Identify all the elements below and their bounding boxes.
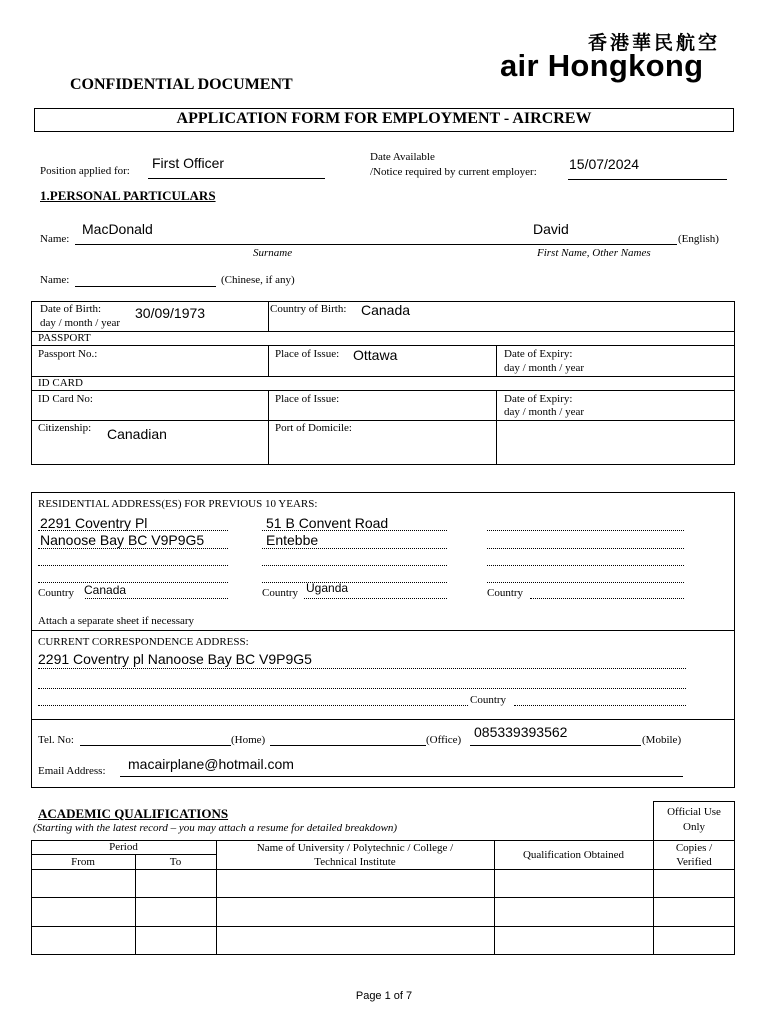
academic-subheading: (Starting with the latest record – you may attach a resume for detailed breakdown) — [33, 822, 398, 834]
firstname-caption: First Name, Other Names — [537, 247, 651, 259]
firstname-value[interactable]: David — [533, 221, 569, 237]
email-field[interactable] — [120, 776, 683, 777]
mobile-label: (Mobile) — [642, 734, 682, 746]
correspondence-country-label: Country — [470, 694, 507, 706]
name-chinese-label: Name: — [40, 274, 70, 286]
name-english-label: Name: — [40, 233, 70, 245]
confidential-label: CONFIDENTIAL DOCUMENT — [70, 76, 293, 93]
address1-line1[interactable]: 2291 Coventry Pl — [40, 515, 148, 531]
name-english-field[interactable] — [75, 244, 677, 245]
position-value[interactable]: First Officer — [152, 155, 225, 171]
official-use-label: Official Use — [667, 806, 721, 818]
attach-note: Attach a separate sheet if necessary — [38, 615, 195, 627]
office-phone-field[interactable] — [270, 745, 426, 746]
col-period: Period — [109, 841, 138, 853]
logo-english: air Hongkong — [500, 48, 704, 83]
address2-country-label: Country — [262, 587, 299, 599]
col-from: From — [71, 856, 95, 868]
passport-heading: PASSPORT — [38, 332, 91, 344]
logo-chinese: 香港華民航空 — [588, 33, 721, 54]
tel-label: Tel. No: — [38, 734, 74, 746]
surname-caption: Surname — [253, 247, 293, 259]
email-value[interactable]: macairplane@hotmail.com — [128, 756, 294, 772]
id-card-no-label: ID Card No: — [38, 393, 93, 405]
page-number: Page 1 of 7 — [355, 990, 413, 1002]
mobile-phone-field[interactable] — [470, 745, 641, 746]
passport-expiry-label: Date of Expiry: — [504, 348, 573, 360]
position-field[interactable] — [148, 178, 325, 179]
home-label: (Home) — [231, 734, 266, 746]
col-university: Name of University / Polytechnic / College / — [256, 842, 454, 854]
academic-heading: ACADEMIC QUALIFICATIONS — [38, 806, 229, 821]
citizenship-label: Citizenship: — [38, 422, 92, 434]
passport-no-label: Passport No.: — [38, 348, 98, 360]
address1-country-value[interactable]: Canada — [84, 583, 127, 597]
correspondence-heading: CURRENT CORRESPONDENCE ADDRESS: — [38, 636, 249, 648]
address1-line2[interactable]: Nanoose Bay BC V9P9G5 — [40, 532, 205, 548]
id-expiry-label: Date of Expiry: — [504, 393, 573, 405]
office-label: (Office) — [426, 734, 462, 746]
cob-value[interactable]: Canada — [361, 302, 411, 318]
col-verified: Verified — [676, 856, 712, 868]
home-phone-field[interactable] — [80, 745, 231, 746]
col-copies: Copies / — [675, 842, 713, 854]
english-suffix: (English) — [678, 233, 719, 245]
col-to: To — [169, 856, 182, 868]
domicile-label: Port of Domicile: — [275, 422, 352, 434]
mobile-phone-value[interactable]: 085339393562 — [474, 724, 568, 740]
address2-line1[interactable]: 51 B Convent Road — [266, 515, 389, 531]
id-issue-label: Place of Issue: — [275, 393, 340, 405]
address1-country-label: Country — [38, 587, 75, 599]
passport-issue-value[interactable]: Ottawa — [353, 347, 398, 363]
cob-label: Country of Birth: — [270, 303, 347, 315]
id-card-heading: ID CARD — [38, 377, 83, 389]
col-qualification: Qualification Obtained — [522, 849, 625, 861]
col-university-2: Technical Institute — [314, 856, 396, 868]
citizenship-value[interactable]: Canadian — [107, 426, 167, 442]
official-use-label-2: Only — [683, 821, 705, 833]
date-available-value[interactable]: 15/07/2024 — [569, 156, 640, 172]
email-label: Email Address: — [38, 765, 106, 777]
dob-format: day / month / year — [40, 317, 121, 329]
address2-line2[interactable]: Entebbe — [266, 532, 319, 548]
notice-required-label: /Notice required by current employer: — [370, 166, 537, 178]
id-expiry-format: day / month / year — [504, 406, 585, 418]
position-label: Position applied for: — [40, 165, 130, 177]
date-available-field[interactable] — [568, 179, 727, 180]
passport-expiry-format: day / month / year — [504, 362, 585, 374]
date-available-label: Date Available — [370, 151, 435, 163]
name-chinese-field[interactable] — [75, 286, 216, 287]
address2-country-value[interactable]: Uganda — [306, 581, 349, 595]
form-title: APPLICATION FORM FOR EMPLOYMENT - AIRCREW — [176, 110, 592, 127]
address3-country-label: Country — [487, 587, 524, 599]
dob-value[interactable]: 30/09/1973 — [135, 305, 206, 321]
residential-heading: RESIDENTIAL ADDRESS(ES) FOR PREVIOUS 10 YEARS: — [38, 498, 318, 510]
surname-value[interactable]: MacDonald — [82, 221, 153, 237]
name-chinese-suffix: (Chinese, if any) — [221, 274, 295, 286]
dob-label: Date of Birth: — [40, 303, 102, 315]
correspondence-line1[interactable]: 2291 Coventry pl Nanoose Bay BC V9P9G5 — [38, 651, 312, 667]
passport-issue-label: Place of Issue: — [275, 348, 340, 360]
personal-particulars-heading: 1.PERSONAL PARTICULARS — [40, 188, 216, 203]
